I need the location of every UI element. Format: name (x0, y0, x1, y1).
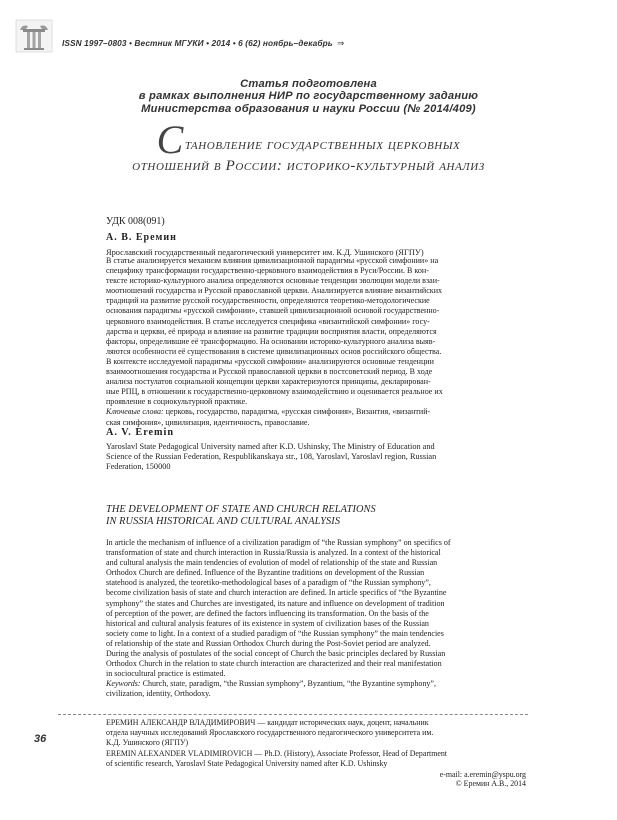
abstract-line: statehood is analyzed, the teoretiko-methodological bases of a paradigm of “the Russian symphony”, (106, 578, 431, 588)
abstract-line: В контексте исследуемой парадигмы «русской симфонии» анализируются основные тенденции (106, 356, 434, 366)
abstract-line: ляются особенности её существования в системе цивилизационных основ российского общества. (106, 346, 442, 356)
author-info-line: ЕРЕМИН АЛЕКСАНДР ВЛАДИМИРОВИЧ — кандидат исторических наук, доцент, начальник (106, 718, 429, 727)
keywords-ru (106, 407, 526, 417)
abstract-line: In article the mechanism of influence of a civilization paradigm of “the Russian symphony” on specifics of (106, 538, 451, 547)
abstract-line: специфику трансформации государственно-церковного взаимодействия в Руси/России. В кон- (106, 266, 429, 276)
author-info-line: EREMIN ALEXANDER VLADIMIROVICH — Ph.D. (History), Associate Professor, Head of Department (106, 748, 447, 758)
affiliation-line: Federation, 150000 (106, 462, 171, 472)
author-name-en: A. V. Eremin (106, 427, 175, 438)
grant-line: Министерства образования и науки России (№ 2014/409) (141, 102, 476, 115)
article-title (0, 117, 617, 177)
affiliation-line: Science of the Russian Federation, Respublikanskaya str., 108, Yaroslavl, Yaroslavl region, Russian (106, 452, 437, 462)
keywords-label: Keywords: (106, 679, 141, 689)
abstract-line: факторы, определившие её трансформацию. На основании историко-культурного анализа выяв- (106, 336, 436, 346)
keywords-line: civilization, identity, Orthodoxy. (106, 689, 211, 699)
page-number: 36 (34, 733, 47, 745)
abstract-line: transformation of state and church interaction in Russia/Russia is analyzed. In a context of the historical (106, 548, 441, 558)
footer-divider (58, 714, 528, 715)
title-en-line: IN RUSSIA HISTORICAL AND CULTURAL ANALYSIS (106, 516, 341, 527)
abstract-line: моотношений государства и Русской православной церкви. Анализируется влияние византийских (106, 286, 443, 296)
abstract-line: основания парадигмы «русской симфонии», ставшей цивилизационной основой государственно- (106, 306, 440, 316)
abstract-line: in sociocultural practice is estimated. (106, 669, 226, 679)
author-info-line: of scientific research, Yaroslavl State Pedagogical University named after K.D. Ushinsky (106, 758, 388, 768)
keywords-line: ская симфония», цивилизация, идентичность, православие. (106, 417, 310, 427)
journal-header (14, 18, 604, 58)
article-title-en (106, 504, 526, 528)
journal-line (62, 38, 344, 48)
abstract-en (106, 538, 526, 700)
abstract-line: церковного взаимодействия. В статье исследуется специфика «византийской симфонии» госу- (106, 316, 430, 326)
title-line: тановление государственных церковных (184, 137, 461, 153)
affiliation-en (106, 442, 526, 473)
abstract-line: анализа постулатов социальной концепции церкви характеризуются принципы, декларирован- (106, 377, 431, 387)
abstract-line: During the analysis of postulates of the social concept of Church the basic principles declared by Russian (106, 649, 446, 659)
title-line: отношений в России: историко-культурный анализ (132, 158, 485, 174)
arrow-right-icon: ⇒ (337, 38, 345, 48)
abstract-line: В статье анализируется механизм влияния цивилизационной парадигмы «русской симфонии» на (106, 256, 439, 265)
column-capital-icon (14, 18, 54, 54)
keywords-en (106, 679, 526, 689)
grant-line: Статья подготовлена (240, 78, 377, 90)
abstract-line: become civilization basis of state and church interaction are defined. In article specifics of “the Byzantine (106, 588, 447, 598)
title-dropcap: С (156, 117, 184, 162)
abstract-line: of perception of the power, are defined the factors influencing its transformation. On the basis of the (106, 608, 429, 618)
abstract-line: and cultural analysis the main tendencies of evolution of model of relationship of the state and Russian (106, 558, 438, 568)
journal-line-text: ISSN 1997–0803 • Вестник МГУКИ • 2014 • 6 (62) ноябрь–декабрь (62, 38, 333, 48)
abstract-line: society come to light. In a context of a studied paradigm of “the Russian symphony” the main tendencies (106, 628, 444, 638)
author-info-line: К.Д. Ушинского (ЯГПУ) (106, 737, 189, 747)
keywords-text: Church, state, paradigm, “the Russian symphony”, Byzantium, “the Byzantine symphony”, (140, 679, 437, 689)
affiliation-line: Yaroslavl State Pedagogical University named after K.D. Ushinsky, The Ministry of Education and (106, 442, 435, 451)
author-name-ru: А. В. Еремин (106, 232, 177, 243)
abstract-ru (106, 256, 526, 428)
keywords-text: церковь, государство, парадигма, «русская симфония», Византия, «византий- (163, 407, 431, 417)
author-info-ru (106, 718, 526, 748)
abstract-line: Orthodox Church are defined. Influence of the Byzantine traditions on development of the Russian (106, 568, 425, 578)
copyright: © Еремин А.В., 2014 (455, 779, 526, 789)
title-en-line: THE DEVELOPMENT OF STATE AND CHURCH RELATIONS (106, 504, 376, 515)
abstract-line: дарства и церкви, её природа и влияние на развитие традиции восприятия власти, определяются (106, 326, 437, 336)
abstract-line: symphony” the states and Churches are investigated, its nature and influence on development of tradition (106, 598, 445, 608)
keywords-label: Ключевые слова: (106, 407, 164, 417)
abstract-line: ные РПЦ, в отношении к государственно-церковному взаимодействию и оценивается реальное их (106, 387, 443, 397)
abstract-line: традиций на развитие русской государственности, определяются теоретико-методологические (106, 296, 430, 306)
abstract-line: проявление в социокультурной практике. (106, 397, 248, 407)
affiliation-ru: Ярославский государственный педагогический университет им. К.Д. Ушинского (ЯГПУ) (106, 248, 424, 257)
udk-code: УДК 008(091) (106, 216, 165, 227)
abstract-line: взаимоотношения государства и Русской православной церкви в постсоветский период. В ходе (106, 367, 433, 377)
abstract-line: historical and cultural analysis features of its existence in system of civilization bases of the Russian (106, 618, 429, 628)
abstract-line: тексте историко-культурного анализа определяются основные тенденции эволюции модели взаи- (106, 276, 440, 286)
grant-line: в рамках выполнения НИР по государственному заданию (138, 90, 479, 103)
abstract-line: of relationship of the state and Russian Orthodox Church during the Post-Soviet period are analyzed. (106, 638, 431, 648)
author-info-footer (106, 718, 526, 789)
grant-note (0, 78, 617, 115)
abstract-line: Orthodox Church in the relation to state church interaction are characterized and their real manifestation (106, 659, 442, 669)
author-email: e-mail: a.eremin@yspu.org (439, 769, 526, 779)
author-info-en (106, 749, 526, 769)
author-info-line: отдела научных исследований Ярославского государственного педагогического университета им. (106, 727, 434, 737)
